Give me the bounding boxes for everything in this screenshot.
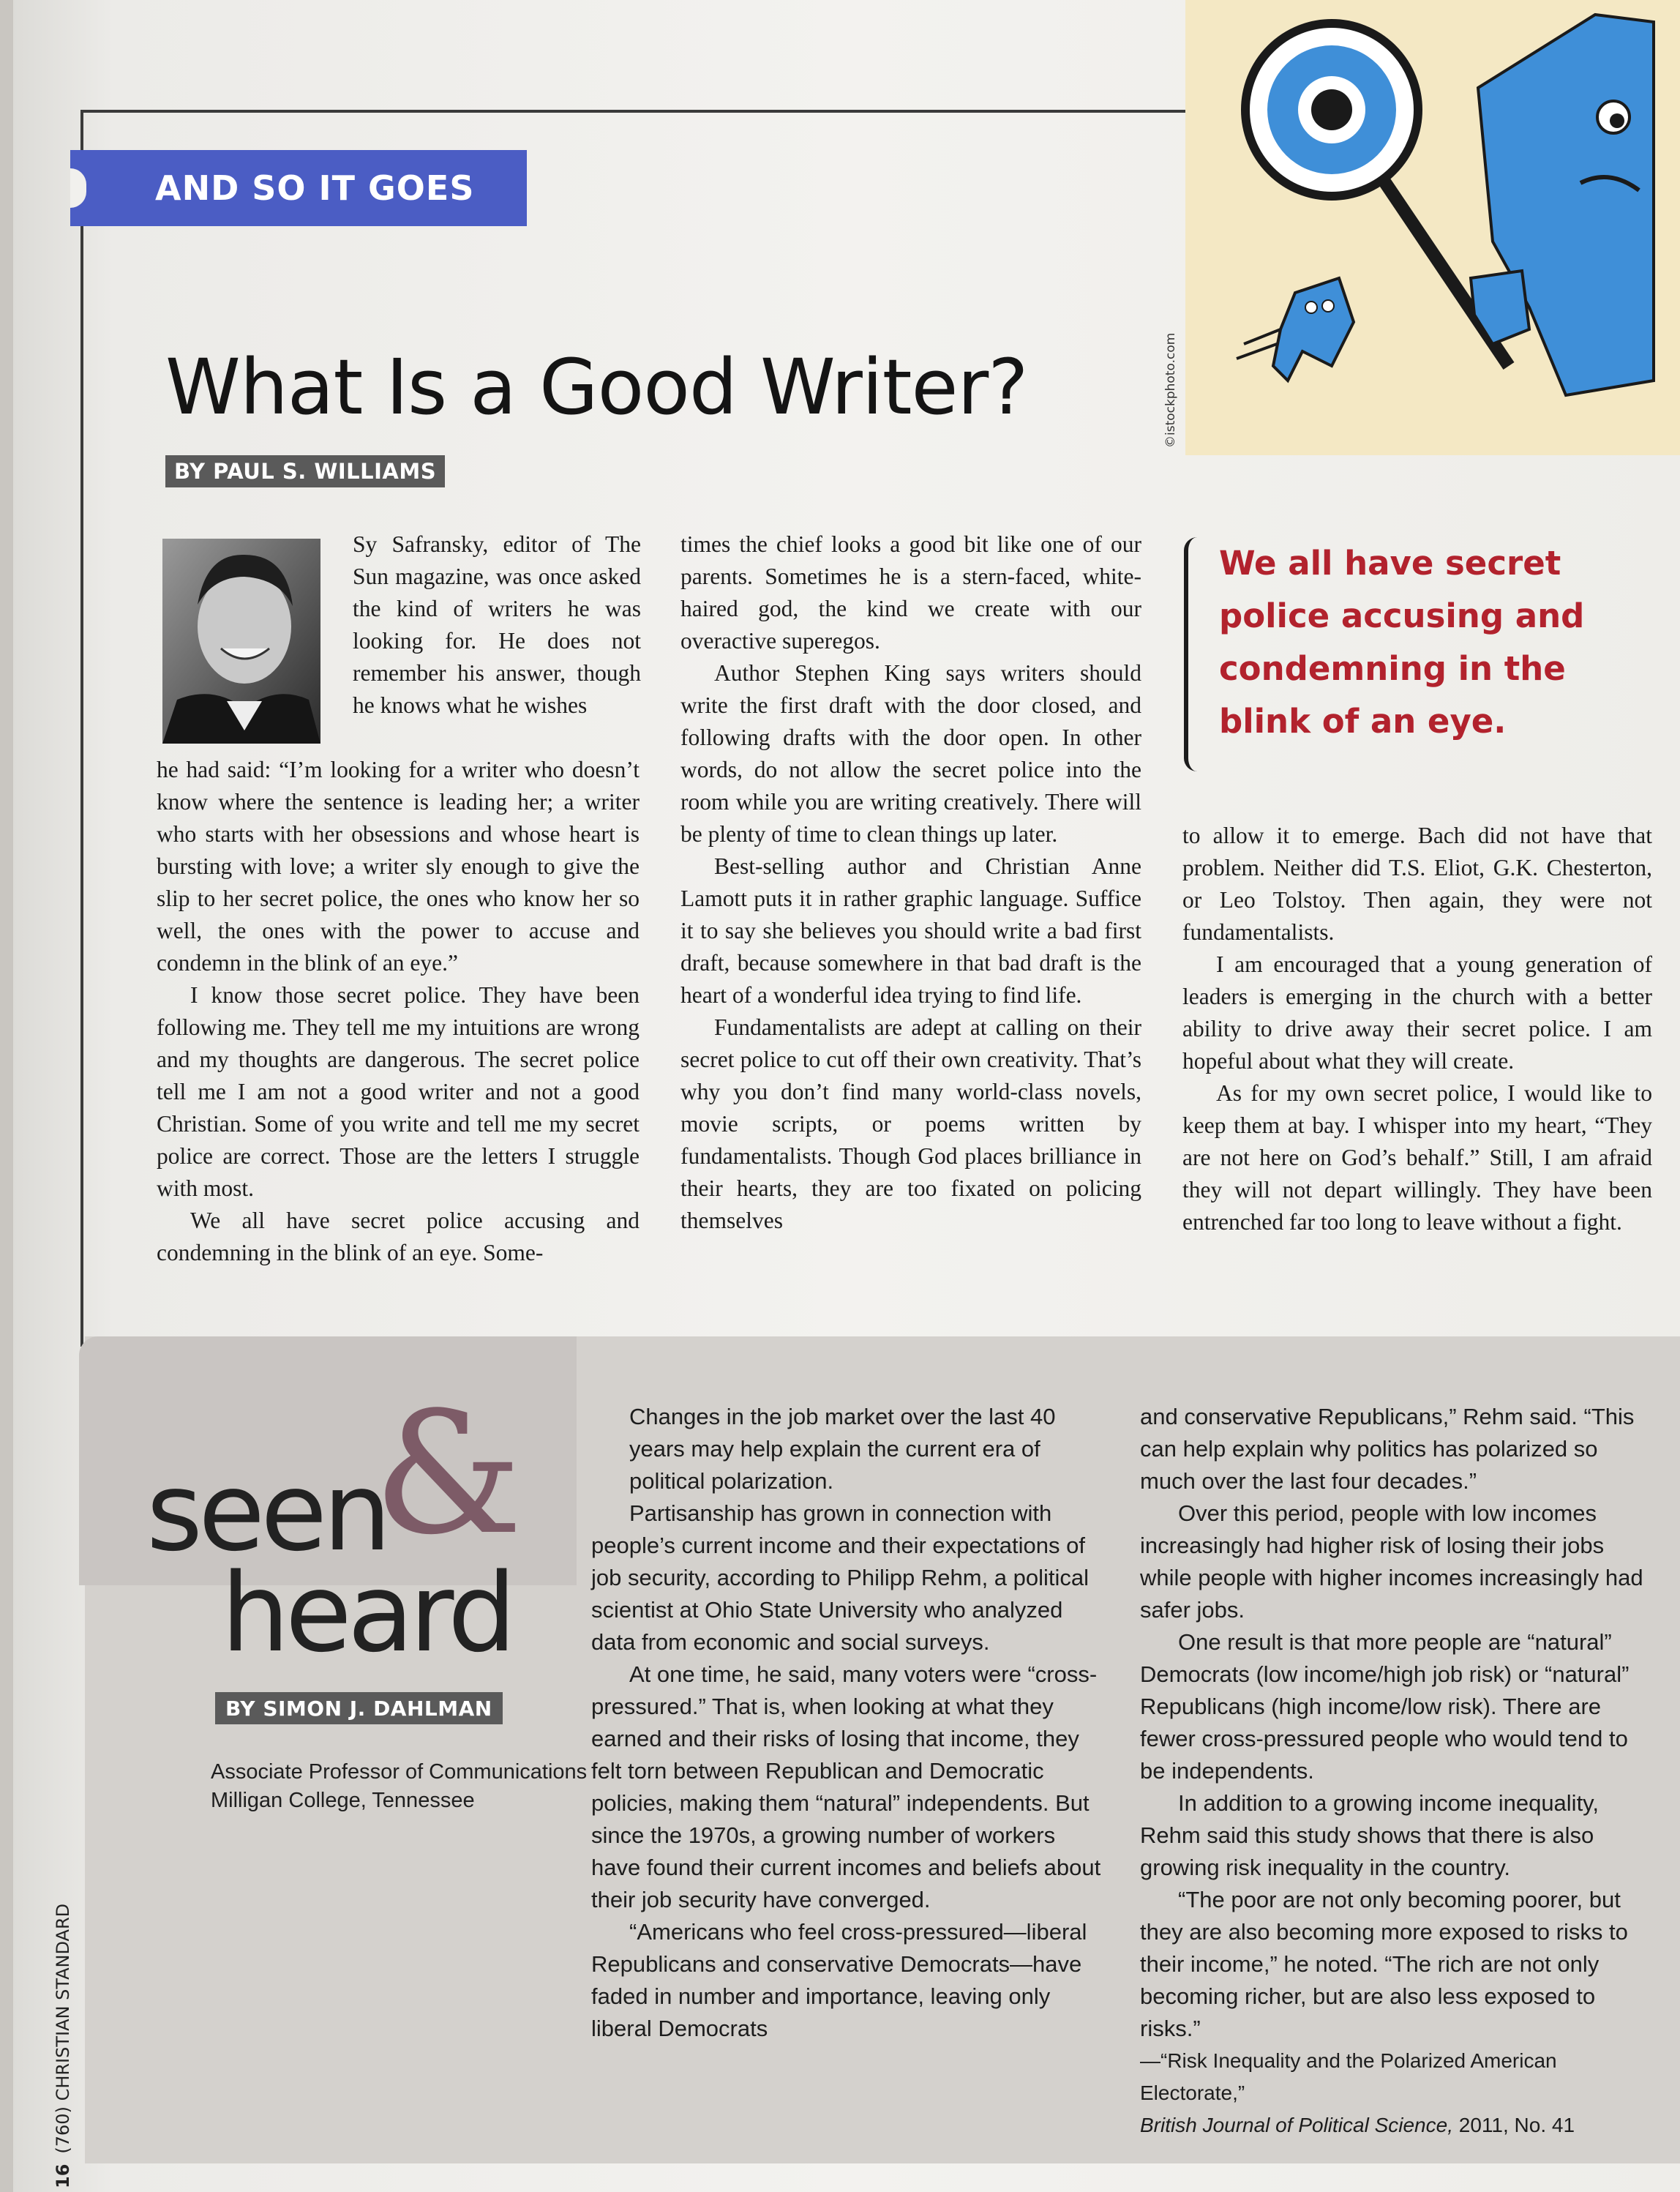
logo-word-seen: seen [146,1449,388,1575]
section-banner [70,150,527,226]
source-journal: British Journal of Political Science, [1140,2114,1453,2136]
article-paragraph: he had said: “I’m looking for a writer who doesn’t know where the sentence is leading her; a writer who starts with her obsessions and whose heart is bursting with love; a writer sly enough to give the slip to her secret police, the ones who know her so well, the ones with the power to accuse and condemn in the blink of an eye.” [157,757,640,976]
section-banner-label: AND SO IT GOES [155,168,475,208]
seen-heard-byline-label: BY SIMON J. DAHLMAN [225,1696,492,1721]
article-byline [165,455,445,487]
seen-heard-paragraph: Changes in the job market over the last 40 years may help explain the current era of political polarization. [629,1404,1056,1494]
article-byline-label: BY PAUL S. WILLIAMS [174,459,437,484]
page-number: 16 [53,2163,73,2188]
seen-heard-paragraph: and conservative Republicans,” Rehm said. “This can help explain why politics has polarized so much over the last four decades.” [1140,1404,1635,1494]
seen-heard-paragraph: Partisanship has grown in connection with people’s current income and their expectations of job security, according to Philipp Rehm, a political scientist at Ohio State University who analyzed data from economic and social surveys. [591,1500,1090,1655]
author-credit [211,1758,591,1815]
author-photo-icon [162,539,320,744]
logo-ampersand: & [373,1377,523,1572]
pull-quote [1184,537,1645,771]
issue-label: (760) CHRISTIAN STANDARD [53,1903,73,2154]
article-column-2 [680,528,1141,1237]
source-title: —“Risk Inequality and the Polarized American Electorate,” [1140,2049,1557,2104]
author-portrait [162,539,320,744]
source-issue: 2011, No. 41 [1458,2114,1575,2136]
article-paragraph: times the chief looks a good bit like one of our parents. Sometimes he is a stern-faced, white-haired god, the kind we create with our overactive superegos. [680,531,1141,654]
pull-quote-text: We all have secret police accusing and condemning in the blink of an eye. [1219,544,1585,741]
author-affiliation: Milligan College, Tennessee [211,1789,475,1812]
seen-heard-column-1 [591,1401,1103,2045]
seen-heard-paragraph: In addition to a growing income inequality, Rehm said this study shows that there is also growing risk inequality in the country. [1140,1790,1599,1880]
article-paragraph: Sy Safransky, editor of The Sun magazine, was once asked the kind of writers he was looking for. He does not remember his answer, though he knows what he wishes [353,531,641,718]
article-paragraph: Fundamentalists are adept at calling on their secret police to cut off their own creativity. That’s why you don’t find many world-class novels, movie scripts, or poems written by fundamentalists. Though God places brilliance in their hearts, they are too fixated on policing themselves [680,1014,1141,1233]
seen-heard-byline [215,1692,503,1724]
seen-heard-paragraph: At one time, he said, many voters were “cross-pressured.” That is, when looking at what they earned and their risks of losing that income, they felt torn between Republican and Democratic policies, making them “natural” independents. But since the 1970s, a growing number of workers have found their current incomes and beliefs about their job security have converged. [591,1661,1101,1912]
logo-word-heard: heard [221,1550,512,1676]
image-credit: ©istockphoto.com [1163,332,1178,448]
author-title: Associate Professor of Communications [211,1760,588,1784]
article-paragraph: to allow it to emerge. Bach did not have that problem. Neither did T.S. Eliot, G.K. Chesterton, or Leo Tolstoy. Then again, they were not fundamentalists. [1182,823,1652,945]
page-folio [53,1904,73,2188]
seen-heard-paragraph: “Americans who feel cross-pressured—liberal Republicans and conservative Democrats—have faded in number and importance, leaving only liberal Democrats [591,1919,1087,2041]
article-column-1 [157,754,640,1269]
article-paragraph: We all have secret police accusing and condemning in the blink of an eye. Some- [157,1208,640,1265]
detective-illustration-icon [1185,0,1680,455]
article-paragraph: As for my own secret police, I would like to keep them at bay. I whisper into my heart, “They are not here on God’s behalf.” Still, I am afraid they will not depart willingly. They have been entrenched far too long to leave without a fight. [1182,1080,1652,1235]
article-paragraph: I know those secret police. They have been following me. They tell me my intuitions are wrong and my thoughts are dangerous. The secret police tell me I am not a good writer and not a good Christian. Some of you write and tell me my secret police are correct. Those are the letters I struggle with most. [157,982,640,1201]
frame-rule-top [80,110,1207,113]
article-paragraph: Best-selling author and Christian Anne Lamott puts it in rather graphic language. Suffice it to say she believes you should write a bad first draft, because somewhere in that bad draft is the heart of a wonderful idea trying to find life. [680,853,1141,1008]
seen-heard-column-2 [1140,1401,1652,2141]
seen-heard-paragraph: One result is that more people are “natural” Democrats (low income/high job risk) or “natural” Republicans (high income/low risk). There are fewer cross-pressured people who would tend to be independents. [1140,1629,1630,1784]
seen-heard-logo [146,1377,541,1676]
article-column-3 [1182,820,1652,1238]
seen-heard-paragraph: Over this period, people with low incomes increasingly had higher risk of losing their jobs while people with higher incomes increasingly had safer jobs. [1140,1500,1643,1623]
article-intro-wrap [353,528,641,722]
article-paragraph: Author Stephen King says writers should write the first draft with the door closed, and following drafts with the door open. In other words, do not allow the secret police into the room while you are writing creatively. There will be plenty of time to clean things up later. [680,660,1141,847]
magnifying-glass-illustration [1185,0,1680,455]
frame-rule-left [80,110,83,1347]
seen-heard-paragraph: “The poor are not only becoming poorer, but they are also becoming more exposed to risks to their income,” he noted. “The rich are not only becoming richer, but are also less exposed to risks.” [1140,1887,1628,2041]
article-paragraph: I am encouraged that a young generation of leaders is emerging in the church with a better ability to drive away their secret police. I am hopeful about what they will create. [1182,951,1652,1074]
article-title: What Is a Good Writer? [165,343,1028,432]
source-citation [1140,2045,1652,2141]
